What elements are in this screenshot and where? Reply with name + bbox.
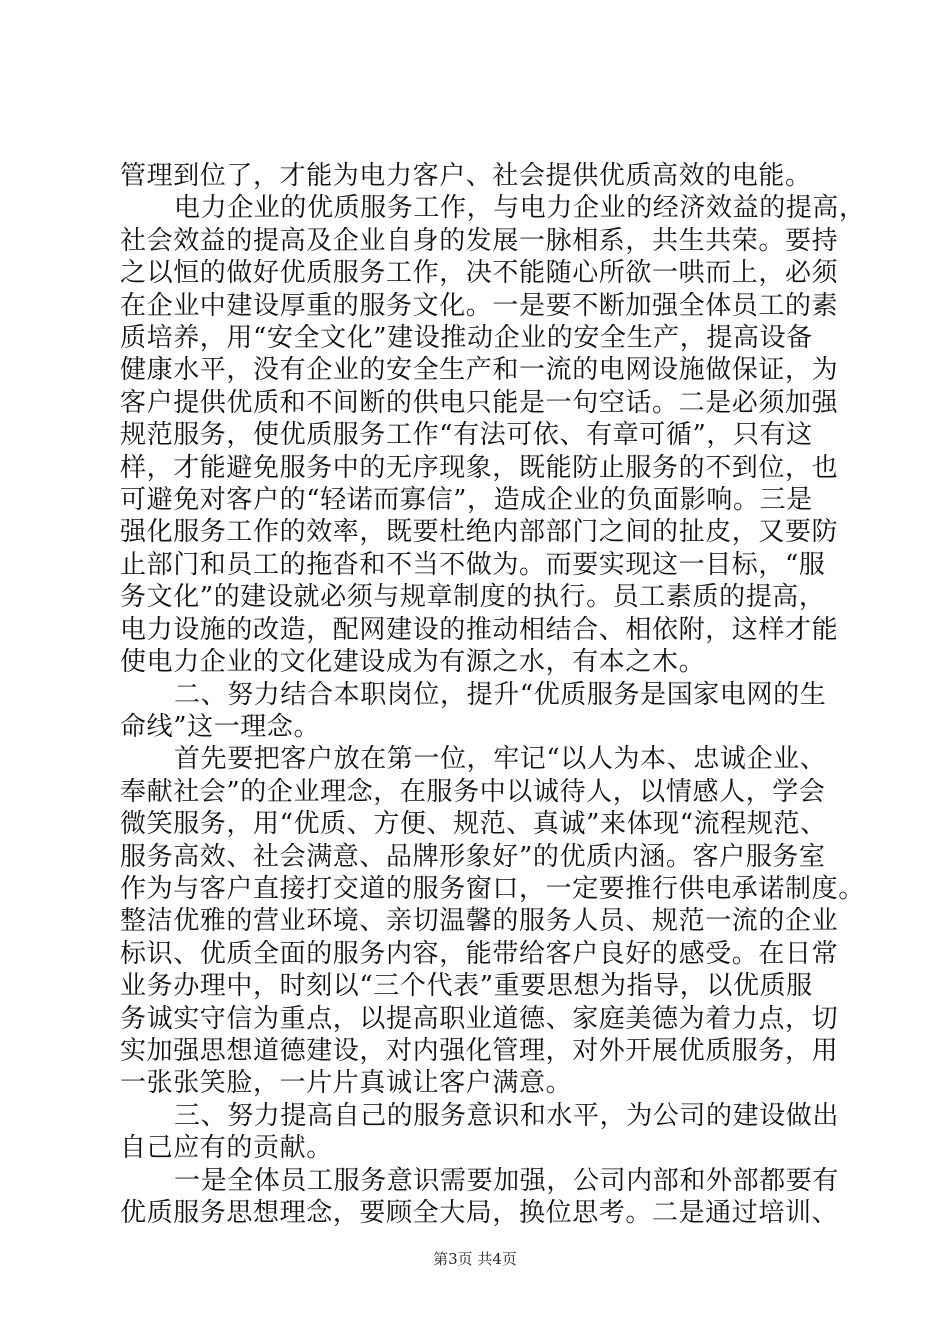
text-line: 之以恒的做好优质服务工作，决不能随心所欲一哄而上，必须 (120, 258, 839, 289)
text-line: 客户提供优质和不间断的供电只能是一句空话。二是必须加强 (120, 387, 839, 418)
text-line: 一张张笑脸，一片片真诚让客户满意。 (120, 1068, 573, 1099)
text-line: 电力企业的优质服务工作，与电力企业的经济效益的提高， (174, 193, 866, 224)
text-line: 业务办理中，时刻以“三个代表”重要思想为指导，以优质服 (120, 971, 813, 1002)
text-line: 电力设施的改造，配网建设的推动相结合、相依附，这样才能 (120, 614, 839, 645)
text-line: 使电力企业的文化建设成为有源之水，有本之木。 (120, 647, 706, 678)
document-body (120, 160, 866, 1229)
text-line: 作为与客户直接打交道的服务窗口，一定要推行供电承诺制度。 (120, 873, 865, 904)
text-line: 标识、优质全面的服务内容，能带给客户良好的感受。在日常 (120, 938, 839, 969)
text-line: 务文化”的建设就必须与规章制度的执行。员工素质的提高， (120, 582, 826, 613)
text-line: 服务高效、社会满意、品牌形象好”的优质内涵。客户服务室 (120, 841, 826, 872)
text-line: 质培养，用“安全文化”建设推动企业的安全生产，提高设备 (120, 323, 813, 354)
text-line: 优质服务思想理念，要顾全大局，换位思考。二是通过培训、 (120, 1198, 839, 1228)
text-line: 三、努力提高自己的服务意识和水平，为公司的建设做出 (174, 1100, 840, 1131)
text-line: 二、努力结合本职岗位，提升“优质服务是国家电网的生 (174, 679, 827, 710)
text-line: 管理到位了，才能为电力客户、社会提供优质高效的电能。 (120, 161, 812, 191)
text-line: 整洁优雅的营业环境、亲切温馨的服务人员、规范一流的企业 (120, 906, 839, 937)
text-line: 命线”这一理念。 (120, 711, 321, 742)
text-line: 可避免对客户的“轻诺而寡信”，造成企业的负面影响。三是 (120, 485, 813, 516)
text-line: 样，才能避免服务中的无序现象，既能防止服务的不到位，也 (120, 452, 839, 483)
text-line: 强化服务工作的效率，既要杜绝内部部门之间的扯皮，又要防 (120, 517, 839, 548)
text-line: 一是全体员工服务意识需要加强，公司内部和外部都要有 (174, 1165, 840, 1196)
text-line: 自己应有的贡献。 (120, 1133, 333, 1164)
text-line: 社会效益的提高及企业自身的发展一脉相系，共生共荣。要持 (120, 225, 839, 256)
text-line: 健康水平，没有企业的安全生产和一流的电网设施做保证，为 (120, 355, 839, 386)
text-line: 在企业中建设厚重的服务文化。一是要不断加强全体员工的素 (120, 290, 839, 321)
text-line: 务诚实守信为重点，以提高职业道德、家庭美德为着力点，切 (120, 1003, 839, 1034)
text-line: 奉献社会”的企业理念，在服务中以诚待人，以情感人，学会 (120, 776, 826, 807)
page-footer: 第3页 共4页 (433, 1250, 517, 1268)
text-line: 实加强思想道德建设，对内强化管理，对外开展优质服务，用 (120, 1035, 839, 1066)
text-line: 微笑服务，用“优质、方便、规范、真诚”来体现“流程规范、 (120, 809, 827, 840)
text-line: 首先要把客户放在第一位，牢记“以人为本、忠诚企业、 (174, 744, 827, 775)
text-line: 止部门和员工的拖沓和不当不做为。而要实现这一目标，“服 (120, 549, 826, 580)
text-line: 规范服务，使优质服务工作“有法可依、有章可循”，只有这 (120, 420, 813, 451)
